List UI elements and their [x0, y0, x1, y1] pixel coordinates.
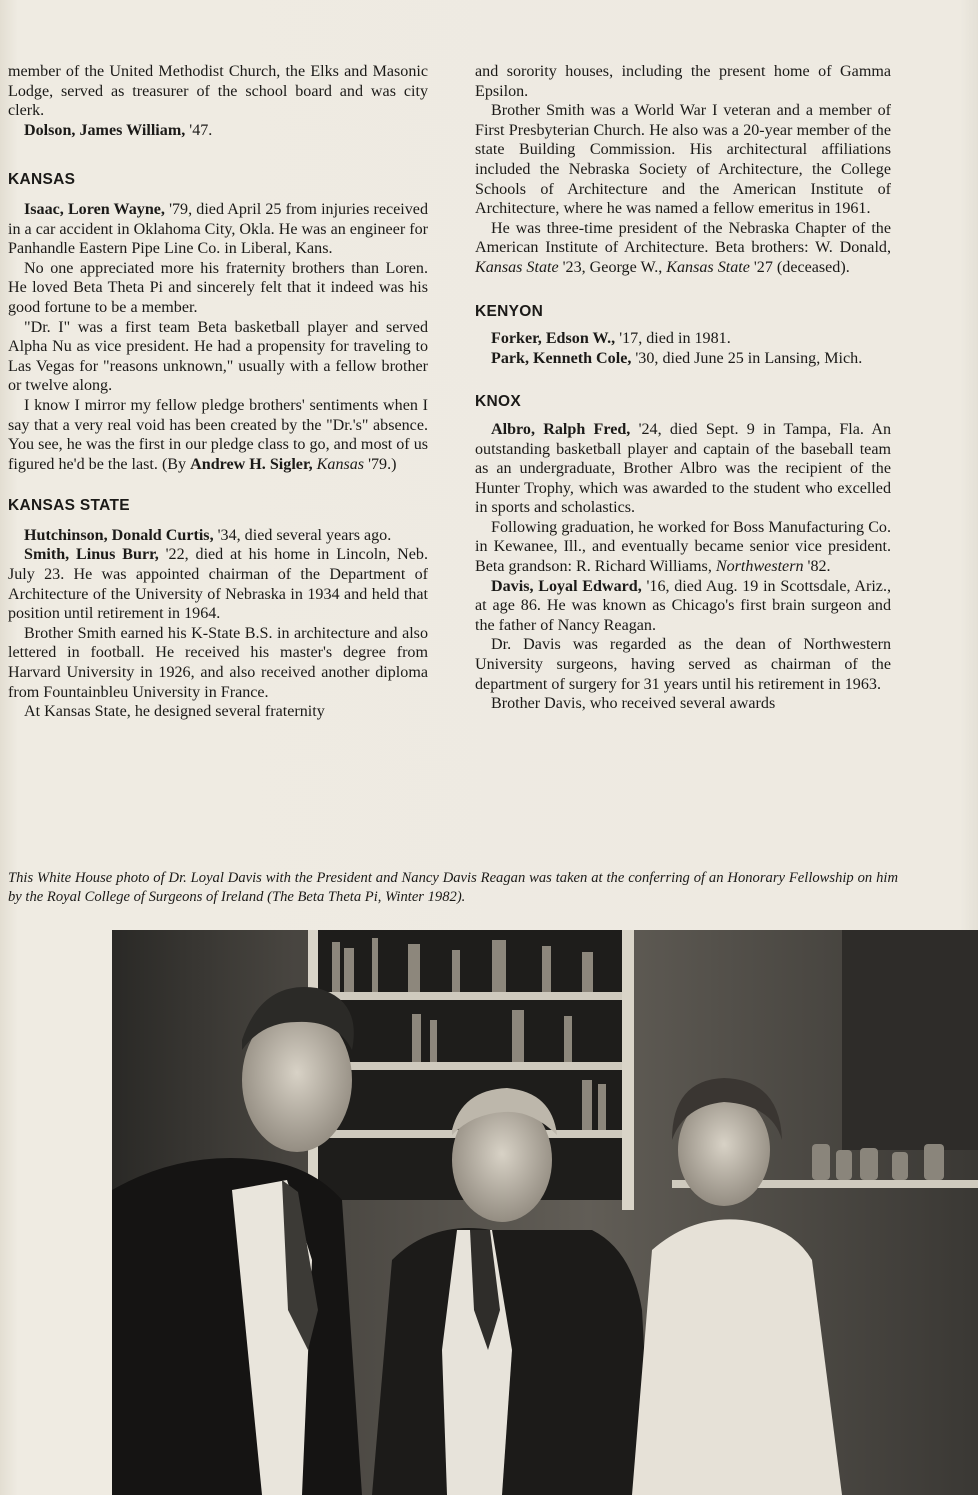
obituary-entry: Davis, Loyal Edward, '16, died Aug. 19 in Scottsdale, Ariz., at age 86. He was known as Chicago's first brain surgeon and the father of Nancy Reagan.: [475, 577, 891, 634]
paragraph: Dr. Davis was regarded as the dean of Northwestern University surgeons, having served as chairman of the department of surgery for 31 years until his retirement in 1963.: [475, 636, 891, 693]
section-heading-kenyon: KENYON: [475, 302, 544, 320]
section-heading-kansas: KANSAS: [8, 171, 76, 189]
photo: [112, 930, 978, 1495]
obituary-entry: Dolson, James William, '47.: [24, 121, 213, 139]
school-name: Kansas State: [666, 258, 750, 276]
photo-illustration: [112, 930, 978, 1495]
paragraph: member of the United Methodist Church, the Elks and Masonic Lodge, served as treasurer of the school board and was city clerk.: [8, 63, 428, 120]
author-name: Andrew H. Sigler,: [190, 455, 313, 473]
paragraph: I know I mirror my fellow pledge brothers' sentiments when I say that a very real void has been created by the "Dr.'s" absence. You see, he was the first in our pledge class to go, and most of us figured he'd be the last. (By Andrew H. Sigler, Kansas '79.): [8, 396, 428, 473]
paragraph: No one appreciated more his fraternity brothers than Loren. He loved Beta Theta Pi and sincerely felt that it indeed was his good fortune to be a member.: [8, 259, 428, 316]
obituary-name: Albro, Ralph Fred,: [491, 420, 631, 438]
paragraph: Brother Smith was a World War I veteran and a member of First Presbyterian Church. He also was a 20-year member of the state Building Commission. His architectural affiliations included the Nebraska Society of Architecture, the College Schools of Architecture and the American Institute of Architecture, where he was named a fellow emeritus in 1961.: [475, 102, 891, 218]
obituary-name: Hutchinson, Donald Curtis,: [24, 526, 214, 544]
paragraph: Following graduation, he worked for Boss Manufacturing Co. in Kewanee, Ill., and eventually became senior vice president. Beta grandson: R. Richard Williams, Northwestern '82.: [475, 518, 891, 576]
obituary-name: Davis, Loyal Edward,: [491, 577, 642, 595]
obituary-entry: Forker, Edson W., '17, died in 1981.: [491, 330, 731, 348]
paragraph: and sorority houses, including the present home of Gamma Epsilon.: [475, 63, 891, 100]
right-column: [475, 62, 891, 714]
obituary-entry: Smith, Linus Burr, '22, died at his home in Lincoln, Neb. July 23. He was appointed chairman of the Department of Architecture of the University of Nebraska in 1934 and held that position until retirement in 1964.: [8, 546, 428, 623]
school-name: Kansas: [316, 455, 365, 473]
school-name: Kansas State: [475, 258, 559, 276]
paragraph: He was three-time president of the Nebraska Chapter of the American Institute of Architecture. Beta brothers: W. Donald, Kansas State '23, George W., Kansas State '27 (deceased).: [475, 219, 891, 276]
photo-caption: This White House photo of Dr. Loyal Davis with the President and Nancy Davis Reagan was taken at the conferring of an Honorary Fellowship on him by the Royal College of Surgeons of Ireland (The Beta Theta Pi, Winter 1982).: [8, 870, 898, 905]
paragraph: "Dr. I" was a first team Beta basketball player and served Alpha Nu as vice president. He had a propensity for traveling to Las Vegas for "reasons unknown," usually with a fellow brother or twelve along.: [8, 318, 428, 395]
obituary-name: Isaac, Loren Wayne,: [24, 200, 165, 218]
section-heading-knox: KNOX: [475, 393, 521, 411]
paragraph: At Kansas State, he designed several fraternity: [24, 703, 325, 721]
obituary-name: Dolson, James William,: [24, 121, 186, 139]
obituary-name: Park, Kenneth Cole,: [491, 349, 632, 367]
paragraph: Brother Smith earned his K-State B.S. in architecture and also lettered in football. He received his master's degree from Harvard University in 1926, and also received another diploma from Fountainbleu University in France.: [8, 624, 428, 701]
obituary-entry: Hutchinson, Donald Curtis, '34, died several years ago.: [24, 526, 392, 544]
section-heading-kansas-state: KANSAS STATE: [8, 497, 130, 515]
obituary-entry: Isaac, Loren Wayne, '79, died April 25 from injuries received in a car accident in Oklahoma City, Okla. He was an engineer for Panhandle Eastern Pipe Line Co. in Liberal, Kans.: [8, 200, 428, 258]
left-column: [8, 62, 428, 722]
school-name: Northwestern: [715, 558, 804, 576]
obituary-name: Forker, Edson W.,: [491, 330, 616, 348]
obituary-entry: Albro, Ralph Fred, '24, died Sept. 9 in Tampa, Fla. An outstanding basketball player and captain of the baseball team as an undergraduate, Brother Albro was the recipient of the Hunter Trophy, which was awarded to the student who excelled in sports and scholastics.: [475, 420, 891, 517]
paragraph: Brother Davis, who received several awards: [491, 695, 776, 713]
obituary-name: Smith, Linus Burr,: [24, 546, 159, 564]
obituary-entry: Park, Kenneth Cole, '30, died June 25 in Lansing, Mich.: [491, 349, 863, 367]
